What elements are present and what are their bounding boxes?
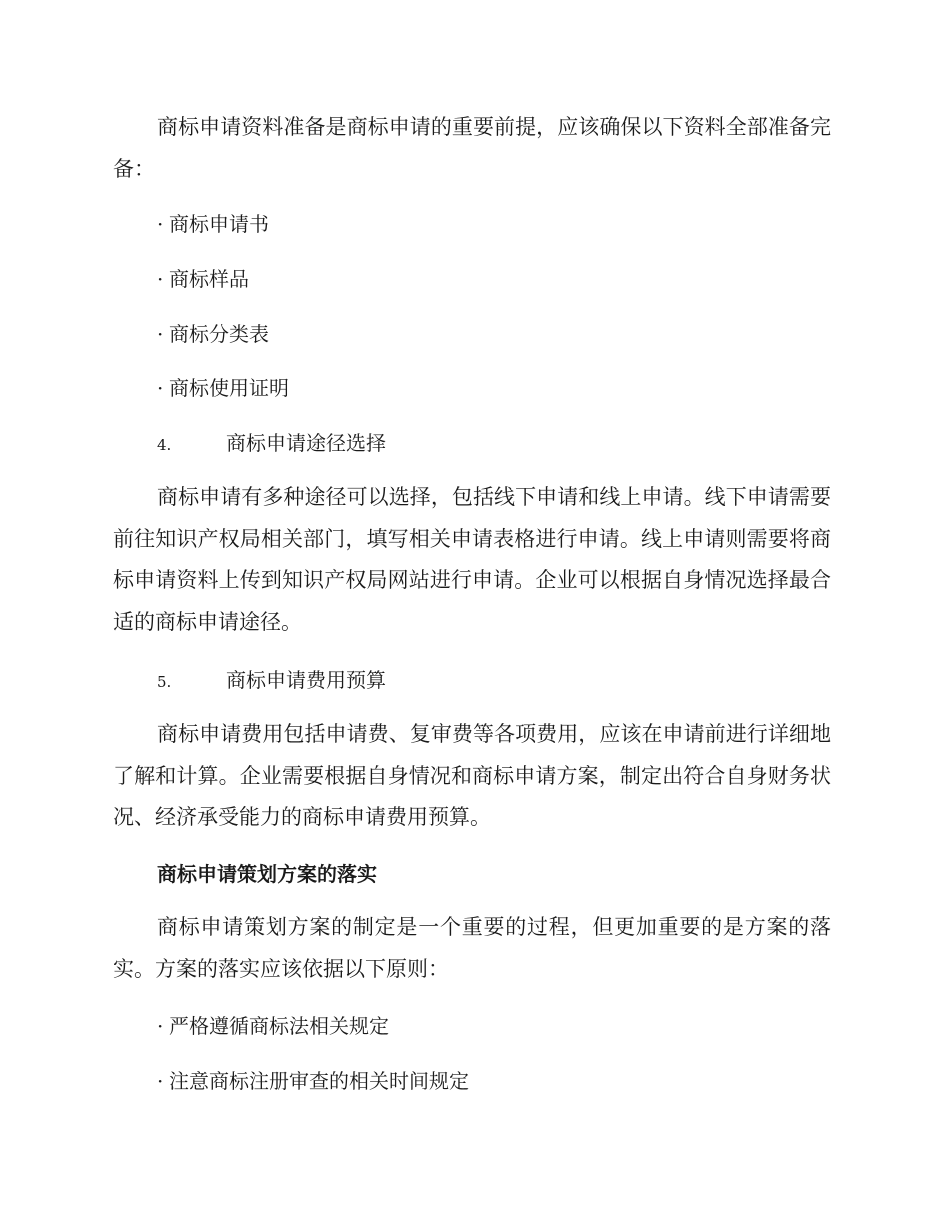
bullet-marker: · [157, 376, 164, 400]
implementation-paragraph: 商标申请策划方案的制定是一个重要的过程，但更加重要的是方案的落实。方案的落实应该依据以下原则： [113, 915, 831, 981]
section-heading-4 [157, 429, 386, 459]
list-item [157, 1012, 389, 1040]
section-heading-5 [157, 666, 386, 696]
bullet-marker: · [157, 1069, 164, 1093]
list-item-text: 注意商标注册审查的相关时间规定 [169, 1069, 469, 1093]
list-item [157, 1067, 469, 1095]
list-item [157, 320, 269, 348]
list-item-text: 商标分类表 [169, 322, 269, 346]
list-item [157, 210, 269, 238]
budget-paragraph: 商标申请费用包括申请费、复审费等各项费用，应该在申请前进行详细地了解和计算。企业需要根据自身情况和商标申请方案，制定出符合自身财务状况、经济承受能力的商标申请费用预算。 [113, 722, 831, 829]
bullet-marker: · [157, 267, 164, 291]
list-item-text: 商标样品 [169, 267, 249, 291]
section-title: 商标申请费用预算 [226, 668, 386, 692]
list-item [157, 265, 249, 293]
section-number: 4. [157, 436, 172, 454]
section-title: 商标申请途径选择 [226, 431, 386, 455]
bullet-marker: · [157, 1014, 164, 1038]
list-item-text: 商标申请书 [169, 212, 269, 236]
list-item-text: 商标使用证明 [169, 376, 289, 400]
bullet-marker: · [157, 212, 164, 236]
bullet-marker: · [157, 322, 164, 346]
route-paragraph: 商标申请有多种途径可以选择，包括线下申请和线上申请。线下申请需要前往知识产权局相关部门，填写相关申请表格进行申请。线上申请则需要将商标申请资料上传到知识产权局网站进行申请。企业可以根据自身情况选择最合适的商标申请途径。 [113, 485, 831, 634]
list-item [157, 374, 289, 402]
list-item-text: 严格遵循商标法相关规定 [169, 1014, 389, 1038]
intro-paragraph: 商标申请资料准备是商标申请的重要前提，应该确保以下资料全部准备完备： [113, 115, 831, 181]
section-number: 5. [157, 673, 172, 691]
section-heading-bold: 商标申请策划方案的落实 [157, 862, 377, 886]
